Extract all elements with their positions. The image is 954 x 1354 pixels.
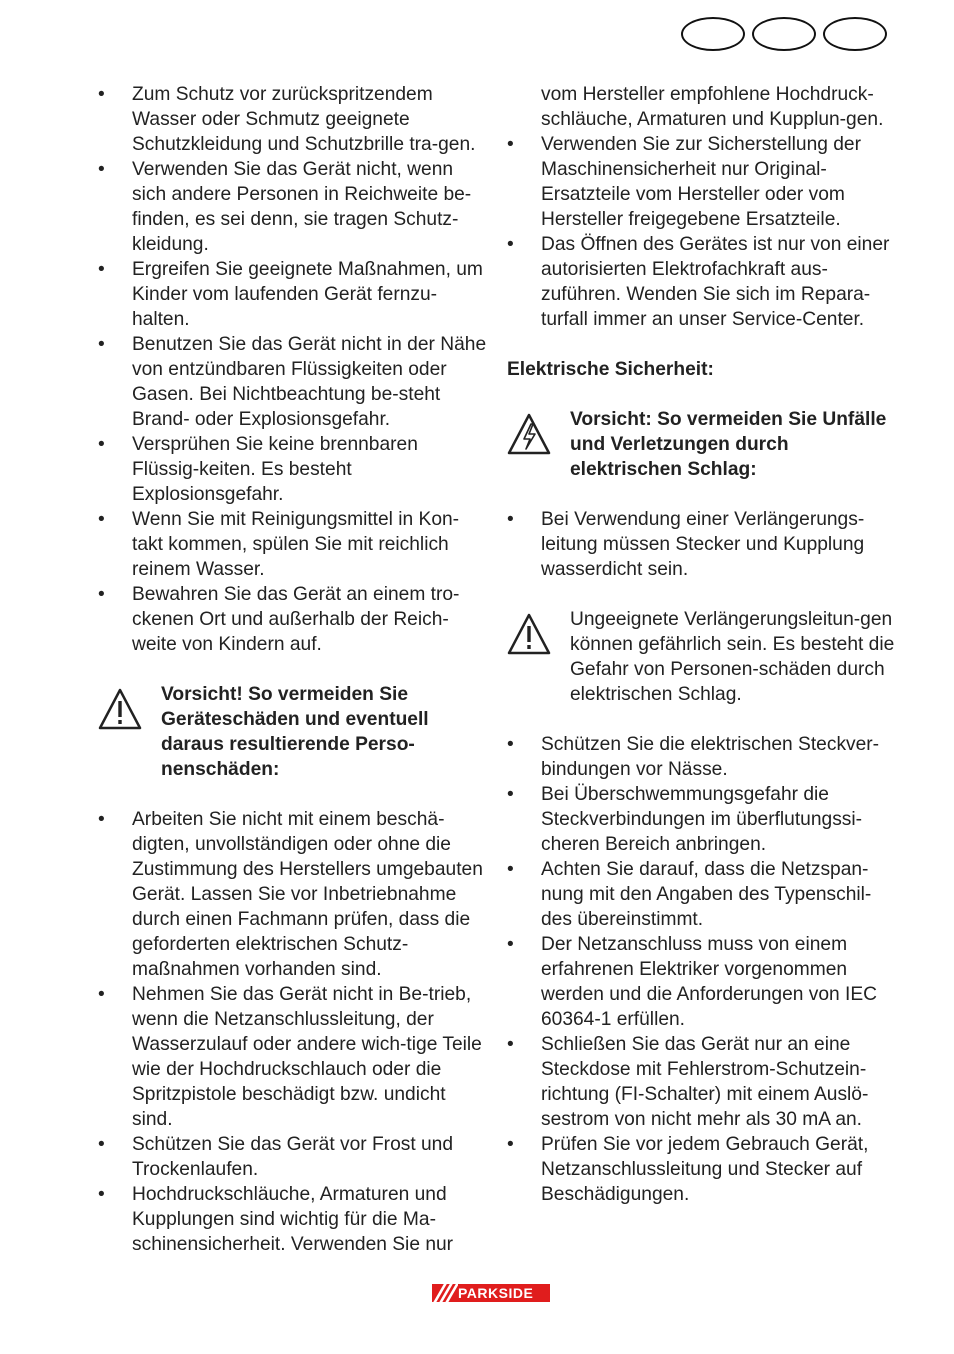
list-item: • Schützen Sie das Gerät vor Frost und Trockenlaufen. (98, 1132, 488, 1182)
section-heading: Elektrische Sicherheit: (507, 359, 714, 380)
list-item: • Verwenden Sie das Gerät nicht, wenn sich andere Personen in Reichweite be-finden, es sei denn, sie tragen Schutz-kleidung. (98, 157, 488, 257)
electric-caution-text: Vorsicht: So vermeiden Sie Unfälle und Verletzungen durch elektrischen Schlag: (570, 409, 887, 480)
list-item: • Zum Schutz vor zurückspritzendem Wasser oder Schmutz geeignete Schutzkleidung und Schutzbrille tra-gen. (98, 82, 488, 157)
note-text: Ungeeignete Verlängerungsleitun-gen können gefährlich sein. Es besteht die Gefahr von Personen-schäden durch elektrischen Schlag. (570, 609, 895, 705)
list-item: • Das Öffnen des Gerätes ist nur von einer autorisierten Elektrofachkraft aus-zuführen. Wenden Sie sich im Repara-turfall immer an unser Service-Center. (507, 232, 897, 332)
list-item: • Wenn Sie mit Reinigungsmittel in Kon-takt kommen, spülen Sie mit reichlich reinem Wasser. (98, 507, 488, 582)
bullet-list (507, 132, 897, 332)
bullet-list (507, 732, 897, 1207)
list-item: • Schützen Sie die elektrischen Steckver-bindungen vor Nässe. (507, 732, 897, 782)
list-item: • Achten Sie darauf, dass die Netzspan-nung mit den Angaben des Typenschil-des übereinstimmt. (507, 857, 897, 932)
list-item: • Schließen Sie das Gerät nur an eine Steckdose mit Fehlerstrom-Schutzein-richtung (FI-Schalter) mit einem Auslö-sestrom von nicht mehr als 30 mA an. (507, 1032, 897, 1132)
list-item: • Bewahren Sie das Gerät an einem tro-ckenen Ort und außerhalb der Reich-weite von Kindern auf. (98, 582, 488, 657)
list-item: • Prüfen Sie vor jedem Gebrauch Gerät, Netzanschlussleitung und Stecker auf Beschädigungen. (507, 1132, 897, 1207)
bullet-list (98, 82, 488, 657)
list-item: • Der Netzanschluss muss von einem erfahrenen Elektriker vorgenommen werden und die Anforderungen von IEC 60364-1 erfüllen. (507, 932, 897, 1032)
language-oval-3 (823, 17, 887, 51)
language-ovals (681, 17, 887, 51)
continuation-text: vom Hersteller empfohlene Hochdruck-schläuche, Armaturen und Kupplun-gen. (541, 84, 884, 130)
parkside-logo (432, 1284, 550, 1302)
list-item: • Hochdruckschläuche, Armaturen und Kupplungen sind wichtig für die Ma-schinensicherheit. Verwenden Sie nur (98, 1182, 488, 1257)
caution-block (98, 682, 488, 782)
list-item: • Versprühen Sie keine brennbaren Flüssig-keiten. Es besteht Explosionsgefahr. (98, 432, 488, 507)
list-item: • Nehmen Sie das Gerät nicht in Be-trieb, wenn die Netzanschlussleitung, der Wasserzulauf oder andere wich-tige Teile wie der Hochdruckschlauch oder die Spritzpistole beschädigt bzw. undicht sind. (98, 982, 488, 1132)
electric-caution-block (507, 407, 897, 482)
bullet-list (507, 507, 897, 582)
electric-warning-icon (507, 407, 570, 463)
right-column (507, 82, 897, 1207)
bullet-list (98, 807, 488, 1257)
list-item: • Benutzen Sie das Gerät nicht in der Nähe von entzündbaren Flüssigkeiten oder Gasen. Bei Nichtbeachtung be-steht Brand- oder Explosionsgefahr. (98, 332, 488, 432)
left-column (98, 82, 488, 1257)
list-item: • Bei Verwendung einer Verlängerungs-leitung müssen Stecker und Kupplung wasserdicht sein. (507, 507, 897, 582)
note-block (507, 607, 897, 707)
caution-text: Vorsicht! So vermeiden Sie Geräteschäden und eventuell daraus resultierende Perso-nenschäden: (161, 684, 429, 780)
list-item: • Bei Überschwemmungsgefahr die Steckverbindungen im überflutungssi-cheren Bereich anbringen. (507, 782, 897, 857)
warning-triangle-icon (98, 682, 161, 738)
list-item: • Arbeiten Sie nicht mit einem beschä-digten, unvollständigen oder ohne die Zustimmung des Herstellers umgebauten Gerät. Lassen Sie vor Inbetriebnahme durch einen Fachmann prüfen, dass die geforderten elektrischen Schutz-maßnahmen vorhanden sind. (98, 807, 488, 982)
language-oval-2 (752, 17, 816, 51)
language-oval-1 (681, 17, 745, 51)
logo-stripes (432, 1284, 458, 1302)
brand-name: PARKSIDE (458, 1285, 534, 1301)
list-item: • Verwenden Sie zur Sicherstellung der Maschinensicherheit nur Original-Ersatzteile vom Hersteller oder vom Hersteller freigegebene Ersatzteile. (507, 132, 897, 232)
warning-triangle-icon (507, 607, 570, 663)
list-item: • Ergreifen Sie geeignete Maßnahmen, um Kinder vom laufenden Gerät fernzu-halten. (98, 257, 488, 332)
